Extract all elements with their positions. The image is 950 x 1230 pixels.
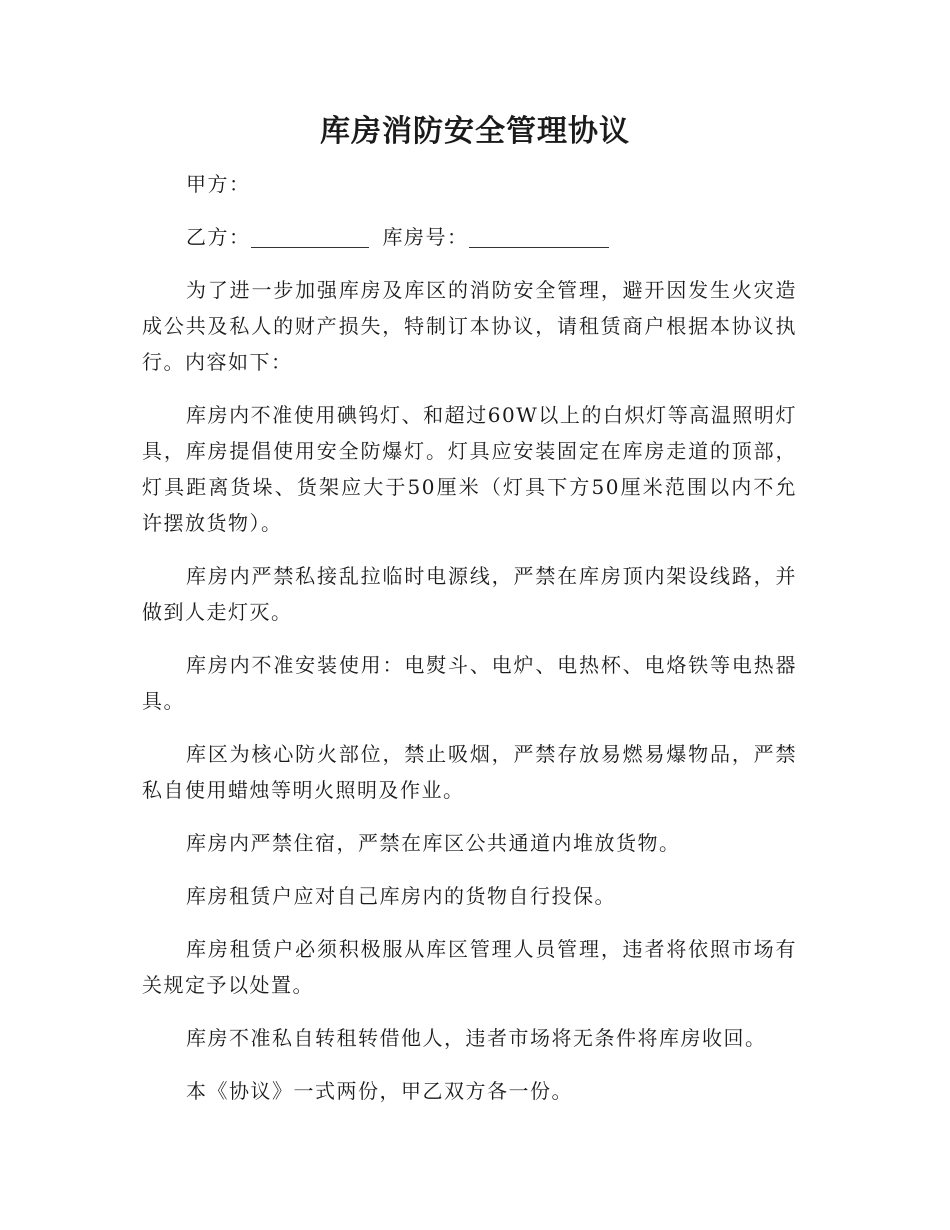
document-title: 库房消防安全管理协议 (320, 114, 630, 149)
room-no-label: 库房号： (382, 225, 469, 249)
party-a-line (142, 166, 797, 202)
party-b-blank (251, 223, 369, 248)
paragraph: 库房不准私自转租转借他人，违者市场将无条件将库房收回。 (186, 1026, 767, 1050)
paragraph: 库区为核心防火部位，禁止吸烟，严禁存放易燃易爆物品，严禁私自使用蜡烛等明火照明及作业。 (142, 742, 797, 802)
party-b-line (142, 219, 797, 255)
party-a-label: 甲方： (186, 172, 251, 196)
paragraph: 库房内不准安装使用：电熨斗、电炉、电热杯、电烙铁等电热器具。 (142, 653, 797, 713)
room-no-blank (469, 223, 609, 248)
paragraph: 库房内严禁私接乱拉临时电源线，严禁在库房顶内架设线路，并做到人走灯灭。 (142, 564, 797, 624)
paragraph: 库房内不准使用碘钨灯、和超过60W以上的白炽灯等高温照明灯具，库房提倡使用安全防爆灯。灯具应安装固定在库房走道的顶部，灯具距离货垛、货架应大于50厘米（灯具下方50厘米范围以内不允许摆放货物）。 (142, 403, 797, 535)
paragraph: 库房内严禁住宿，严禁在库区公共通道内堆放货物。 (186, 831, 681, 855)
paragraph: 本《协议》一式两份，甲乙双方各一份。 (186, 1079, 573, 1103)
party-b-label: 乙方： (186, 225, 251, 249)
document-body (142, 166, 797, 1126)
paragraph: 库房租赁户必须积极服从库区管理人员管理，违者将依照市场有关规定予以处置。 (142, 937, 797, 997)
paragraph: 库房租赁户应对自己库房内的货物自行投保。 (186, 884, 616, 908)
paragraph: 为了进一步加强库房及库区的消防安全管理，避开因发生火灾造成公共及私人的财产损失，特制订本协议，请租赁商户根据本协议执行。内容如下： (142, 278, 797, 374)
